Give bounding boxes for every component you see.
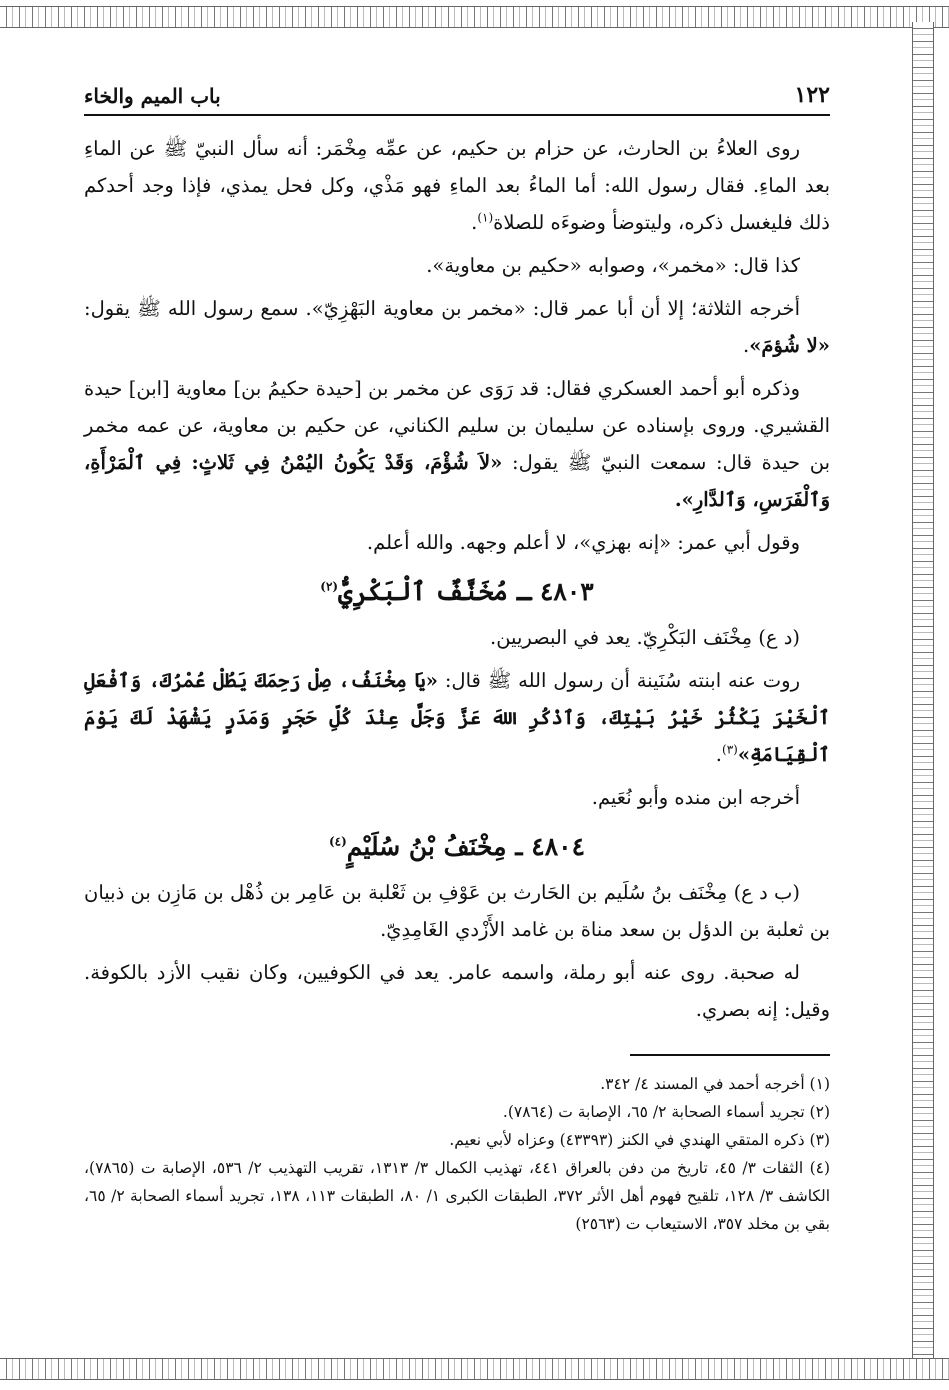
footnote-4: (٤) الثقات ٣/ ٤٥، تاريخ من دفن بالعراق ٤٤١، تهذيب الكمال ٣/ ١٣١٣، تقريب التهذيب ٢/ ٥٣٦، الإصابة ت (٧٨٦٥)، الكاشف ٣/ ١٢٨، تلقيح فهوم أهل الأثر ٣٧٢، الطبقات الكبرى ١/ ٨٠، الطبقات ١١٣، ١٣٨، تجريد أسماء الصحابة ٢/ ٦٥، بقي بن مخلد ٣٥٧، الاستيعاب ت (٢٥٦٣) [84, 1159, 831, 1233]
paragraph-4 [84, 370, 830, 518]
paragraph-4-text: وذكره أبو أحمد العسكري فقال: قد رَوَى عن مخمر بن [حيدة حكيمُ بن] معاوية [ابن] حيدة القشيري. وروى بإسناده عن سليمان بن سليم الكناني، عن حكيم بن معاوية، عن عمه مخمر بن حيدة قال: سمعت النبيّ ﷺ يقول: [84, 377, 831, 474]
paragraph-1-end: . [471, 211, 478, 234]
entry-title-4804 [84, 826, 830, 868]
paragraph-8: أخرجه ابن منده وأبو نُعَيم. [591, 786, 800, 809]
footnote-ref-4: (٤) [328, 834, 347, 849]
right-ornament-border [912, 22, 934, 1362]
paragraph-3-text: أخرجه الثلاثة؛ إلا أن أبا عمر قال: «مخمر بن معاوية البَهْزِيّ». سمع رسول الله ﷺ يقول: [84, 297, 800, 320]
paragraph-7-text: روت عنه ابنته سُنَينة أن رسول الله ﷺ قال: [444, 669, 800, 692]
paragraph-9: (ب د ع) مِخْنَف بنُ سُلَيم بن الحَارث بن عَوْفِ بن ثَعْلبة بن عَامِر بن ذُهْل بن مَازِن بن ذبيان بن ثعلبة بن الدؤل بن سعد مناة بن غامد الأَزْدي الغَامِدِيّ. [84, 881, 830, 941]
entry-title-4804-text: ٤٨٠٤ ـ مِخْنَفُ بْنُ سُلَيْمٍ [346, 832, 586, 861]
hadith-quote-1: «لا شُؤمَ» [749, 334, 830, 357]
paragraph-5: وقول أبي عمر: «إنه بهزي»، لا أعلم وجهه. والله أعلم. [366, 531, 800, 554]
footnote-1: (١) أخرجه أحمد في المسند ٤/ ٣٤٢. [600, 1075, 830, 1093]
footnote-3: (٣) ذكره المتقي الهندي في الكنز (٤٣٣٩٣) وعزاه لأبي نعيم. [449, 1131, 830, 1149]
paragraph-2: كذا قال: «مخمر»، وصوابه «حكيم بن معاوية». [426, 254, 800, 277]
footnote-ref-1: (١) [477, 210, 494, 225]
footnote-ref-2: (٢) [320, 579, 339, 594]
hadith-quote-2: «لاَ شُؤْمَ، وَقَدْ يَكُونُ اليُمْنُ فِي ثَلاثٍ: فِي ٱلْمَرْأَةِ، وَٱلْفَرَسِ، وَٱلدَّارِ». [84, 451, 830, 511]
paragraph-1 [84, 130, 830, 241]
book-page [84, 82, 830, 1238]
bottom-ornament-border [0, 1358, 949, 1380]
page-number: ١٢٢ [794, 82, 830, 108]
running-title: باب الميم والخاء [84, 84, 221, 108]
top-ornament-border [0, 6, 949, 28]
paragraph-10: له صحبة. روى عنه أبو رملة، واسمه عامر. يعد في الكوفيين، وكان نقيب الأزد بالكوفة. وقيل: إنه بصري. [84, 961, 830, 1021]
footnote-2: (٢) تجريد أسماء الصحابة ٢/ ٦٥، الإصابة ت (٧٨٦٤). [502, 1103, 830, 1121]
entry-title-4803 [84, 571, 830, 613]
paragraph-1-text: روى العلاءُ بن الحارث، عن حزام بن حكيم، عن عمِّه مِخْمَر: أنه سأل النبيّ ﷺ عن الماءِ بعد الماءِ. فقال رسول الله: أما الماءُ بعد الماءِ فهو مَذْي، وكل فحل يمذي، فإذا وجد أحدكم ذلك فليغسل ذكره، وليتوضأ وضوءَه للصلاة [84, 137, 830, 234]
entry-title-4803-text: ٤٨٠٣ ـ مُخَنَّفٌ ٱلْبَكْرِيُّ [338, 577, 594, 606]
page-header [84, 82, 830, 116]
footnote-ref-3: (٣) [722, 742, 738, 757]
paragraph-3 [84, 290, 830, 364]
footnotes [84, 1070, 830, 1238]
footnote-separator [630, 1054, 830, 1056]
paragraph-6: (د ع) مِخْنَف البَكْرِيّ. يعد في البصريين. [490, 626, 800, 649]
hadith-quote-3: «يَا مِخْنَفُ، صِلْ رَحِمَكَ يَطُلْ عُمْرُكَ، وَٱفْعَلِ ٱلْخَيْرَ يَكْثُرْ خَيْرُ بَيْتِكَ، وَٱذْكُرِ اللهَ عَزَّ وَجَلَّ عِنْدَ كُلِّ حَجَرٍ وَمَدَرٍ يَشْهَدْ لَكَ يَوْمَ ٱلْقِيَامَةِ» [84, 669, 830, 766]
paragraph-7 [84, 662, 830, 773]
paragraph-7-end: . [715, 743, 722, 766]
paragraph-3-end: . [743, 334, 750, 357]
